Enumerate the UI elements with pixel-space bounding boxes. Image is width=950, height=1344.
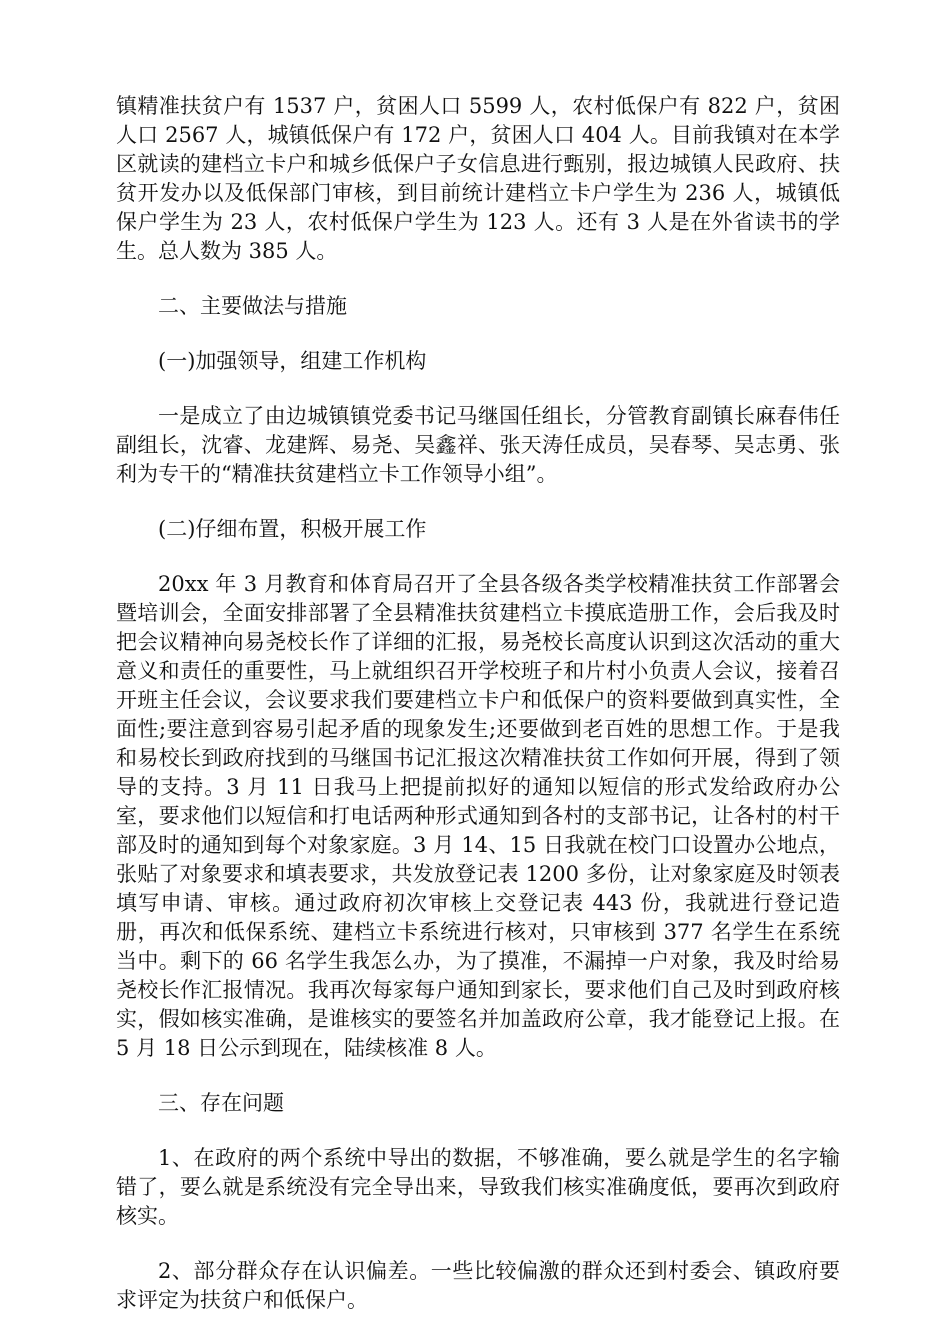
paragraph-problem-1: 1、在政府的两个系统中导出的数据，不够准确，要么就是学生的名字输错了，要么就是系统没有完全导出来，导致我们核实准确度低，要再次到政府核实。 [116, 1146, 840, 1228]
subsection-heading-work-deployment: (二)仔细布置，积极开展工作 [158, 517, 427, 541]
paragraph-work-process: 20xx 年 3 月教育和体育局召开了全县各级各类学校精准扶贫工作部署会暨培训会，全面安排部署了全县精准扶贫建档立卡摸底造册工作，会后我及时把会议精神向易尧校长作了详细的汇报，易尧校长高度认识到这次活动的重大意义和责任的重要性，马上就组织召开学校班子和片村小负责人会议，接着召开班主任会议，会议要求我们要建档立卡户和低保户的资料要做到真实性，全面性;要注意到容易引起矛盾的现象发生;还要做到老百姓的思想工作。于是我和易校长到政府找到的马继国书记汇报这次精准扶贫工作如何开展，得到了领导的支持。3 月 11 日我马上把提前拟好的通知以短信的形式发给政府办公室，要求他们以短信和打电话两种形式通知到各村的支部书记，让各村的村干部及时的通知到每个对象家庭。3 月 14、15 日我就在校门口设置办公地点，张贴了对象要求和填表要求，共发放登记表 1200 多份，让对象家庭及时领表填写申请、审核。通过政府初次审核上交登记表 443 份，我就进行登记造册，再次和低保系统、建档立卡系统进行核对，只审核到 377 名学生在系统当中。剩下的 66 名学生我怎么办，为了摸准，不漏掉一户对象，我及时给易尧校长作汇报情况。我再次每家每户通知到家长，要求他们自己及时到政府核实，假如核实准确，是谁核实的要签名并加盖政府公章，我才能登记上报。在 5 月 18 日公示到现在，陆续核准 8 人。 [116, 572, 840, 1060]
subsection-heading-leadership: (一)加强领导，组建工作机构 [158, 349, 427, 373]
section-heading-problems: 三、存在问题 [158, 1091, 284, 1115]
paragraph-leadership-group: 一是成立了由边城镇镇党委书记马继国任组长，分管教育副镇长麻春伟任副组长，沈睿、龙建辉、易尧、吴鑫祥、张天涛任成员，吴春琴、吴志勇、张利为专干的“精准扶贫建档立卡工作领导小组”。 [116, 404, 840, 486]
document-page [116, 92, 840, 1341]
paragraph-population-stats: 镇精准扶贫户有 1537 户，贫困人口 5599 人，农村低保户有 822 户，贫困人口 2567 人，城镇低保户有 172 户，贫困人口 404 人。目前我镇对在本学区就读的建档立卡户和城乡低保户子女信息进行甄别，报边城镇人民政府、扶贫开发办以及低保部门审核，到目前统计建档立卡户学生为 236 人，城镇低保户学生为 23 人，农村低保户学生为 123 人。还有 3 人是在外省读书的学生。总人数为 385 人。 [116, 94, 840, 263]
paragraph-problem-2: 2、部分群众存在认识偏差。一些比较偏激的群众还到村委会、镇政府要求评定为扶贫户和低保户。 [116, 1259, 840, 1312]
section-heading-measures: 二、主要做法与措施 [158, 294, 347, 318]
